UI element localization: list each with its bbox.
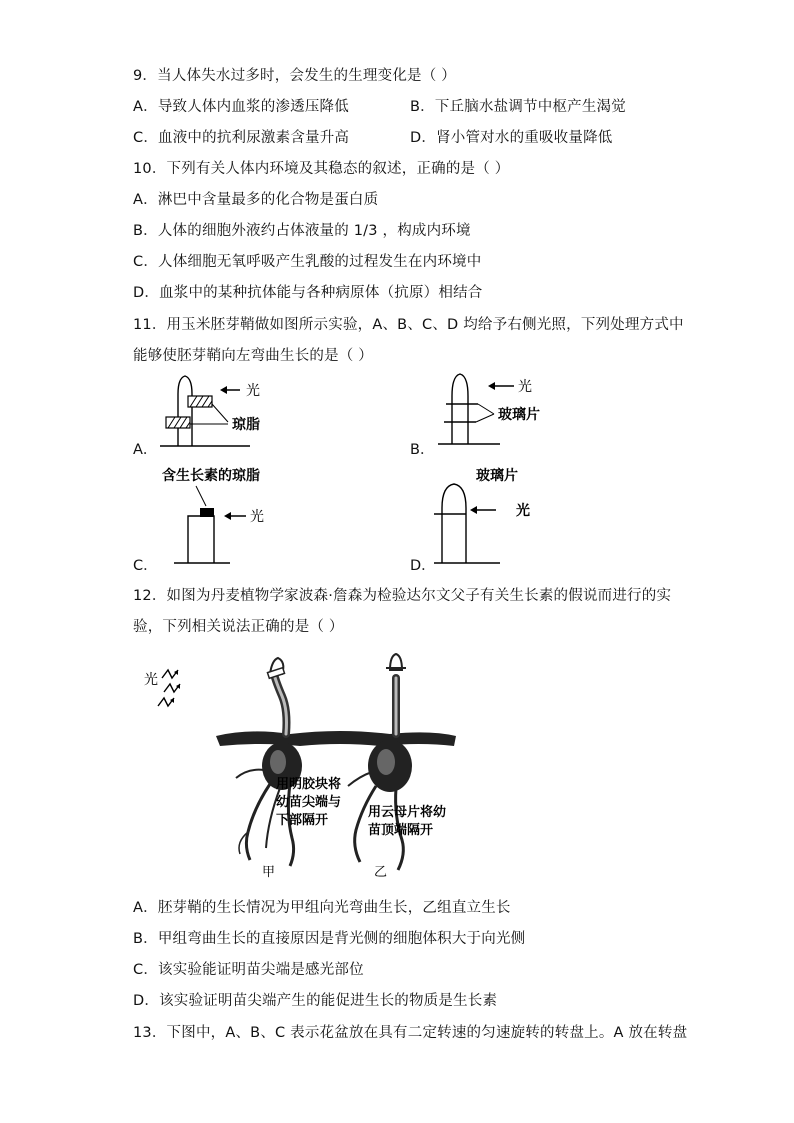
- q12-stem-line1: 12．如图为丹麦植物学家波森·詹森为检验达尔文父子有关生长素的假说而进行的实: [133, 588, 672, 604]
- q11-figure-a: [150, 372, 290, 452]
- q11-a-light-label: 光: [246, 383, 260, 399]
- q10-stem: 10．下列有关人体内环境及其稳态的叙述，正确的是（ ）: [133, 161, 510, 177]
- q12-note-right-2: 苗顶端隔开: [368, 823, 434, 838]
- q12-label-yi: 乙: [374, 865, 388, 880]
- q12-option-c: C．该实验能证明苗尖端是感光部位: [133, 962, 364, 978]
- q11-c-light-label: 光: [250, 509, 264, 525]
- q9-option-d: D．肾小管对水的重吸收量降低: [410, 130, 613, 146]
- q10-option-a: A．淋巴中含量最多的化合物是蛋白质: [133, 192, 379, 208]
- q10-option-d: D．血浆中的某种抗体能与各种病原体（抗原）相结合: [133, 285, 483, 301]
- q9-stem: 9．当人体失水过多时，会发生的生理变化是（ ）: [133, 68, 456, 84]
- q12-note-left-2: 幼苗尖端与: [276, 795, 342, 810]
- q12-option-a: A．胚芽鞘的生长情况为甲组向光弯曲生长，乙组直立生长: [133, 900, 511, 916]
- q11-c-auxin-agar-label: 含生长素的琼脂: [162, 468, 260, 484]
- q11-d-glass-label: 玻璃片: [476, 468, 518, 484]
- q11-option-a-label: A．: [133, 442, 158, 458]
- q12-light-label: 光: [144, 672, 158, 688]
- q11-b-glass-label: 玻璃片: [498, 407, 540, 423]
- q11-stem-line1: 11．用玉米胚芽鞘做如图所示实验，A、B、C、D 均给予右侧光照，下列处理方式中: [133, 317, 684, 333]
- q9-option-c: C．血液中的抗利尿激素含量升高: [133, 130, 350, 146]
- q10-option-b: B．人体的细胞外液约占体液量的 1/3 ，构成内环境: [133, 223, 471, 239]
- q11-d-light-label: 光: [516, 503, 530, 519]
- q12-stem-line2: 验，下列相关说法正确的是（ ）: [133, 619, 344, 635]
- q12-note-left-1: 用明胶块将: [276, 777, 342, 792]
- q11-option-c-label: C．: [133, 558, 158, 574]
- q11-figure-c: [150, 464, 300, 569]
- q12-figure: [140, 648, 470, 880]
- q11-option-b-label: B．: [410, 442, 435, 458]
- q9-option-b: B．下丘脑水盐调节中枢产生渴觉: [410, 99, 626, 115]
- q11-b-light-label: 光: [518, 379, 532, 395]
- q12-label-jia: 甲: [262, 865, 276, 880]
- q11-a-agar-label: 琼脂: [232, 417, 260, 433]
- q10-option-c: C．人体细胞无氧呼吸产生乳酸的过程发生在内环境中: [133, 254, 482, 270]
- q12-option-d: D．该实验证明苗尖端产生的能促进生长的物质是生长素: [133, 993, 498, 1009]
- q9-option-a: A．导致人体内血浆的渗透压降低: [133, 99, 349, 115]
- q12-option-b: B．甲组弯曲生长的直接原因是背光侧的细胞体积大于向光侧: [133, 931, 526, 947]
- q13-stem-line1: 13．下图中，A、B、C 表示花盆放在具有二定转速的匀速旋转的转盘上。A 放在转盘: [133, 1025, 688, 1041]
- q11-option-d-label: D．: [410, 558, 436, 574]
- q11-figure-b: [430, 370, 570, 450]
- q11-figure-d: [430, 464, 570, 569]
- q12-note-left-3: 下部隔开: [276, 813, 329, 828]
- q12-note-right-1: 用云母片将幼: [368, 805, 447, 820]
- q11-stem-line2: 能够使胚芽鞘向左弯曲生长的是（ ）: [133, 348, 374, 364]
